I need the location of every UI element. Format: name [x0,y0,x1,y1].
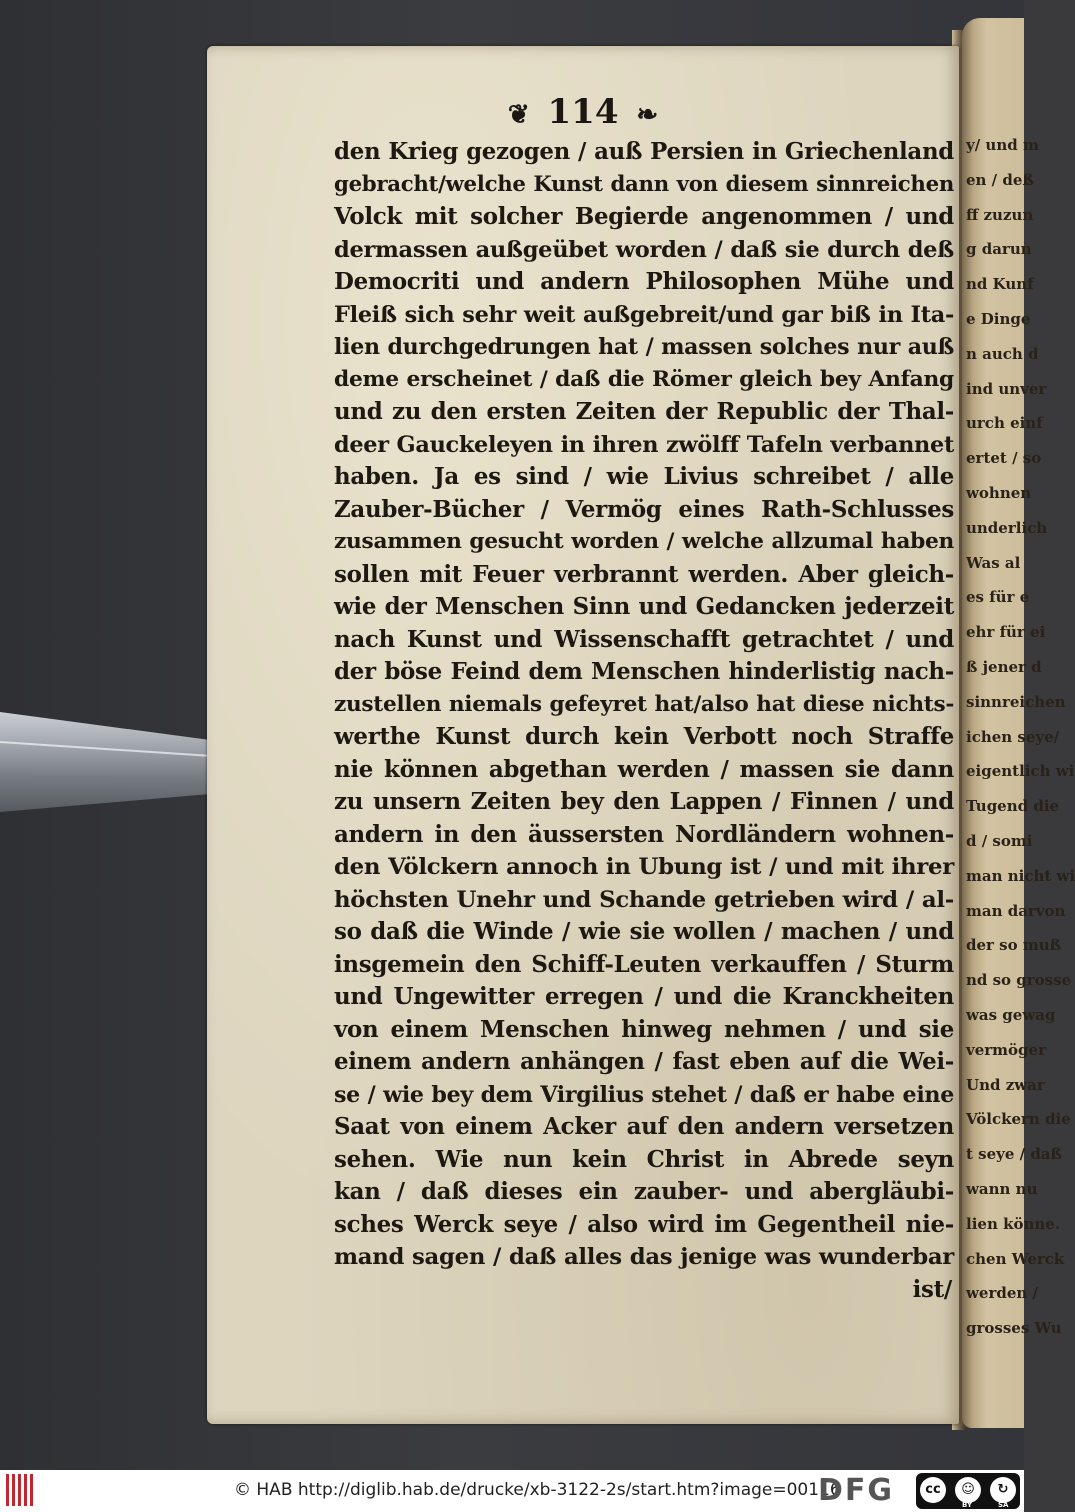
text-line: und Ungewitter erregen / und die Kranckheiten [334,983,954,1010]
dfg-logo: DFG [818,1473,895,1508]
text-line: Zauber-Bücher / Vermög eines Rath-Schlusses [334,495,954,523]
text-line: lien durchgedrungen hat / massen solches nur auß [334,334,954,360]
ornament-left-icon: ❦ [507,100,530,130]
book-page [207,46,959,1424]
next-page-line: man nicht wi [966,866,1075,885]
text-line: dermassen außgeübet worden / daß sie durch deß [334,236,954,263]
next-page-line: grosses Wu [966,1319,1062,1338]
text-line: gebracht/welche Kunst dann von diesem sinnreichen [334,171,954,197]
next-page-line: wann nu [966,1179,1038,1198]
next-page-line: ertet / so [966,449,1042,468]
text-line: Saat von einem Acker auf den andern versetzen [334,1113,954,1140]
page-number: 114 [547,92,619,132]
cc-sa-label: SA [998,1501,1009,1509]
next-page-line: ind unver [966,379,1047,398]
next-page-line: nd Kunf [966,275,1034,294]
text-line: sches Werck seye / also wird im Gegentheil nie- [334,1210,954,1238]
share-alike-icon: ↻ [990,1477,1016,1503]
next-page-line: Völckern die [966,1110,1071,1129]
next-page-line: werden / [966,1284,1038,1303]
next-page-line: eigentlich wi [966,762,1075,781]
next-page-line: n auch d [966,344,1039,363]
next-page-line: sinnreichen [966,692,1066,711]
person-icon: ☺ [955,1477,981,1503]
text-line: einem andern anhängen / fast eben auf die Wei- [334,1048,954,1075]
next-page-line: chen Werck [966,1249,1065,1268]
text-line: se / wie bey dem Virgilius stehet / daß er habe eine [334,1081,954,1108]
next-page-edge [962,18,1075,1428]
text-line: kan / daß dieses ein zauber- und abergläubi- [334,1178,954,1205]
cc-license-badge[interactable] [916,1473,1020,1509]
glass-page-holder [0,712,236,812]
text-line: werthe Kunst durch kein Verbott noch Straffe [334,723,954,750]
next-page-line: man darvon [966,901,1066,920]
footer-bar [0,1470,1024,1512]
text-line: Fleiß sich sehr weit außgebreit/und gar biß in Ita- [334,301,954,328]
text-line: von einem Menschen hinweg nehmen / und sie [334,1015,954,1043]
text-line: den Völckern annoch in Ubung ist / und mit ihrer [334,854,954,880]
ornament-right-icon: ❧ [636,100,659,130]
text-line: Democriti und andern Philosophen Mühe und [334,268,954,295]
text-line: und zu den ersten Zeiten der Republic der Thal- [334,398,954,425]
text-line: der böse Feind dem Menschen hinderlistig nach- [334,658,954,685]
next-page-line: en / deß [966,170,1034,189]
text-line: haben. Ja es sind / wie Livius schreibet / alle [334,463,954,490]
copyright-credit[interactable]: © HAB http://diglib.hab.de/drucke/xb-3122-2s/start.htm?image=00116 [234,1480,841,1500]
next-page-line: y/ und m [966,136,1039,154]
text-line: so daß die Winde / wie sie wollen / machen / und [334,918,954,945]
next-page-line: ehr für ei [966,623,1046,642]
next-page-line: was gewag [966,1005,1056,1024]
hab-logo-icon [6,1474,36,1506]
next-page-line: t seye / daß [966,1145,1062,1164]
text-line: insgemein den Schiff-Leuten verkauffen / Sturm [334,950,954,978]
text-line: nach Kunst und Wissenschafft getrachtet / und [334,625,954,653]
text-line: wie der Menschen Sinn und Gedancken jederzeit [334,593,954,620]
next-page-line: wohnen [966,483,1032,502]
next-page-line: urch einf [966,414,1043,433]
next-page-line: ff zuzun [966,205,1034,224]
next-page-text [966,128,1075,1346]
next-page-line: g darun [966,240,1032,259]
next-page-line: ichen seye/ [966,727,1060,746]
next-page-line: Und zwar [966,1075,1045,1094]
text-line: zusammen gesucht worden / welche allzumal haben [334,529,954,554]
page-body-text [334,136,954,1306]
next-page-line: d / somi [966,831,1033,850]
text-line: zustellen niemals gefeyret hat/also hat diese nichts- [334,691,954,717]
text-line: deer Gauckeleyen in ihren zwölff Tafeln verbannet [334,431,954,458]
text-line: zu unsern Zeiten bey den Lappen / Finnen / und [334,788,954,815]
next-page-line: lien könne. [966,1214,1061,1233]
next-page-line: Tugend die [966,797,1060,816]
next-page-line: Was al [966,553,1021,572]
text-line: mand sagen / daß alles das jenige was wunderbar [334,1244,954,1270]
text-line: ist/ [912,1275,952,1303]
next-page-line: vermöger [966,1040,1046,1059]
next-page-line: ß jener d [966,657,1042,676]
cc-icon: cc [920,1477,946,1503]
next-page-line: der so muß [966,936,1062,955]
cc-by-label: BY [962,1501,973,1509]
next-page-line: underlich [966,518,1048,537]
text-line: nie können abgethan werden / massen sie dann [334,755,954,783]
next-page-line: nd so grosse [966,971,1072,990]
text-line: den Krieg gezogen / auß Persien in Griechenland [334,139,954,165]
text-line: andern in den äussersten Nordländern wohnen- [334,820,954,848]
text-line: sollen mit Feuer verbrannt werden. Aber gleich- [334,560,954,588]
text-line: deme erscheinet / daß die Römer gleich bey Anfang [334,366,954,392]
text-line: sehen. Wie nun kein Christ in Abrede seyn [334,1145,954,1173]
next-page-line: es für e [966,588,1030,607]
next-page-line: e Dinge [966,309,1031,328]
page-header [207,90,959,134]
text-line: höchsten Unehr und Schande getrieben wird / al- [334,886,954,913]
text-line: Volck mit solcher Begierde angenommen / und [334,203,954,230]
